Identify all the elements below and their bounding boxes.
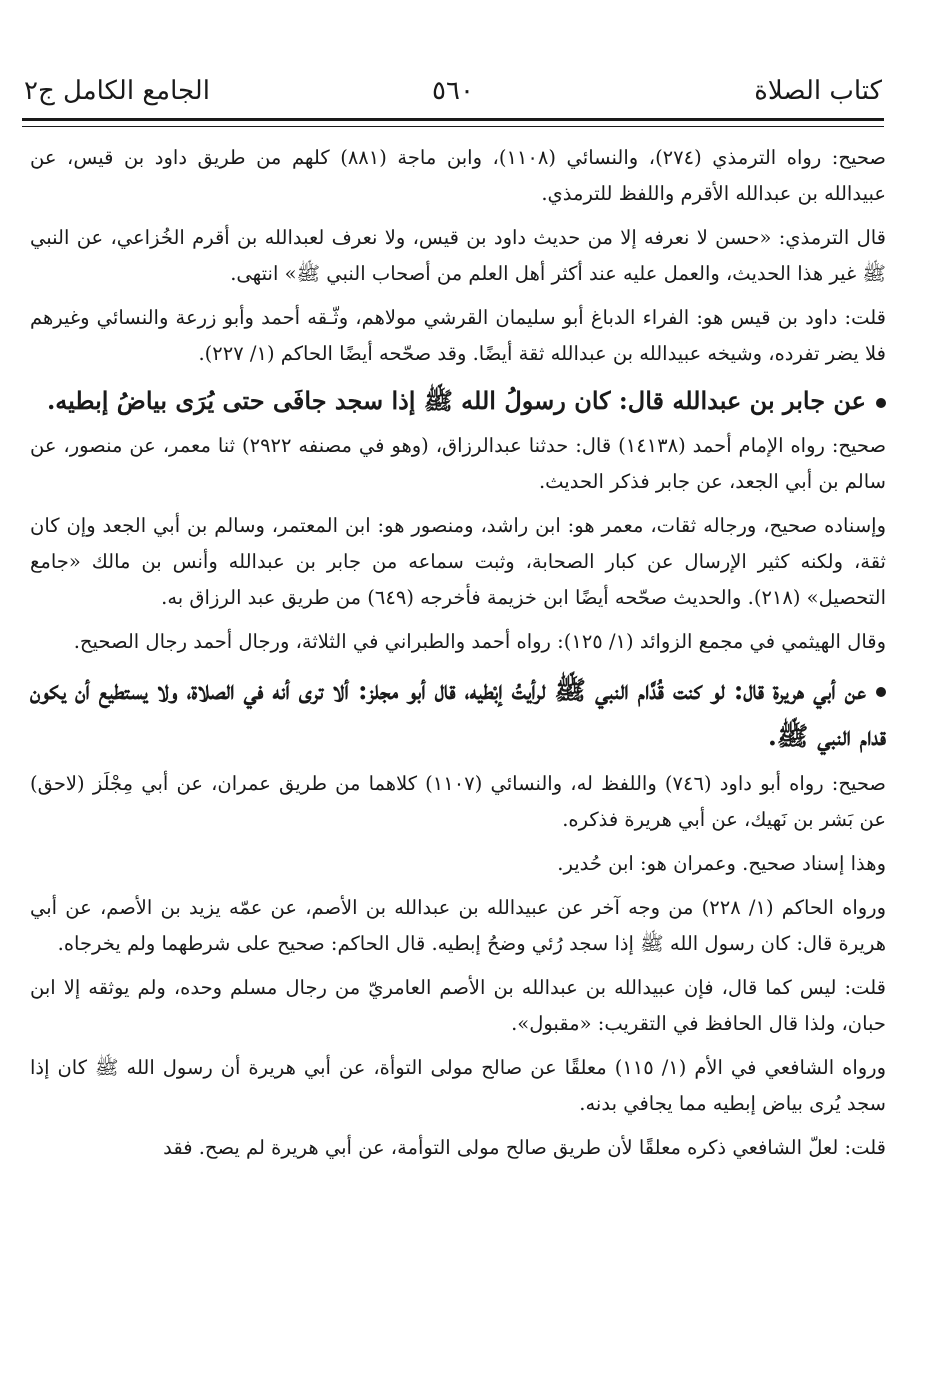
book-title: الجامع الكامل ج٢ [24,76,210,106]
paragraph-shafii: ورواه الشافعي في الأم (١/ ١١٥) معلقًا عن صالح مولى التوأة، عن أبي هريرة أن رسول الله ﷺ كان إذا سجد يُرى بياض إبطيه مما يجافي بدنه. [30,1056,886,1115]
paragraph-abu-dawud-takhrij: صحيح: رواه أبو داود (٧٤٦) واللفظ له، والنسائي (١١٠٧) كلاهما من طريق عمران، عن أبي مِجْلَز (لاحق) عن بَشر بن نَهيك، عن أبي هريرة فذكره. [30,772,886,831]
paragraph-imran: وهذا إسناد صحيح. وعمران هو: ابن حُدير. [557,852,886,875]
bullet-icon [876,398,886,408]
paragraph-haythami: وقال الهيثمي في مجمع الزوائد (١/ ١٢٥): رواه أحمد والطبراني في الثلاثة، ورجال أحمد رجال الصحيح. [73,630,886,653]
page-header [24,76,882,116]
paragraph-conclusion: قلت: لعلّ الشافعي ذكره معلقًا لأن طريق صالح مولى التوأمة، عن أبي هريرة لم يصح. فقد [163,1136,886,1159]
hadith-jabir [30,380,886,422]
hadith-jabir-text: عن جابر بن عبدالله قال: كان رسولُ الله ﷺ إذا سجد جافَى حتى يُرَى بياضُ إبطيه. [46,386,866,415]
bullet-icon [876,687,886,697]
paragraph-isnad-sahih: وإسناده صحيح، ورجاله ثقات، معمر هو: ابن راشد، ومنصور هو: ابن المعتمر، وسالم بن أبي الجعد وإن كان ثقة، ولكنه كثير الإرسال عن كبار الصحابة، وثبت سماعه من جابر بن عبدالله وأنس بن مالك «جامع التحصيل» (٢١٨). والحديث صحّحه أيضًا ابن خزيمة فأخرجه (٦٤٩) من طريق عبد الرزاق به. [30,514,886,609]
header-rule-thin [22,126,884,127]
paragraph-ahmad-takhrij: صحيح: رواه الإمام أحمد (١٤١٣٨) قال: حدثنا عبدالرزاق، (وهو في مصنفه ٢٩٢٢) ثنا معمر، عن منصور، عن سالم بن أبي الجعد، عن جابر فذكر الحديث. [30,434,887,493]
paragraph-hakim: ورواه الحاكم (١/ ٢٢٨) من وجه آخر عن عبيدالله بن عبدالله بن الأصم، عن عمّه يزيد بن الأصم، عن أبي هريرة قال: كان رسول الله ﷺ إذا سجد رُئي وضحُ إبطيه. قال الحاكم: صحيح على شرطهما ولم يخرجاه. [30,896,886,955]
book-section-title: كتاب الصلاة [754,76,882,106]
page-number: ٥٦٠ [432,76,474,106]
hadith-abu-hurayra-text: عن أبي هريرة قال: لو كنت قُدَّام النبي ﷺ لرأيتُ إبْطيه، قال أبو مجلز: ألا ترى أنه في الصلاة، ولا يستطيع أن يكون قدام النبي ﷺ. [30,676,886,752]
paragraph-takhrij-tirmidhi: صحيح: رواه الترمذي (٢٧٤)، والنسائي (١١٠٨)، وابن ماجة (٨٨١) كلهم من طريق داود بن قيس، عن عبيدالله بن عبدالله الأقرم واللفظ للترمذي. [30,146,886,205]
paragraph-ubaydullah: قلت: ليس كما قال، فإن عبيدالله بن عبدالله بن الأصم العامريّ من رجال مسلم وحده، ولم يوثقه إلا ابن حبان، ولذا قال الحافظ في التقريب: «مقبول». [30,976,886,1035]
paragraph-tirmidhi-quote: قال الترمذي: «حسن لا نعرفه إلا من حديث داود بن قيس، ولا نعرف لعبدالله بن أقرم الخُزاعي، عن النبي ﷺ غير هذا الحديث، والعمل عليه عند أكثر أهل العلم من أصحاب النبي ﷺ» انتهى. [30,226,886,285]
paragraph-dawud-ibn-qays: قلت: داود بن قيس هو: الفراء الدباغ أبو سليمان القرشي مولاهم، وثّـقه أحمد وأبو زرعة والنسائي وغيرهم فلا يضر تفرده، وشيخه عبيدالله بن عبدالله ثقة أيضًا. وقد صحّحه أيضًا الحاكم (١/ ٢٢٧). [30,306,886,365]
hadith-abu-hurayra [30,668,886,760]
header-rule-thick [22,118,884,121]
page-body [30,140,886,1174]
